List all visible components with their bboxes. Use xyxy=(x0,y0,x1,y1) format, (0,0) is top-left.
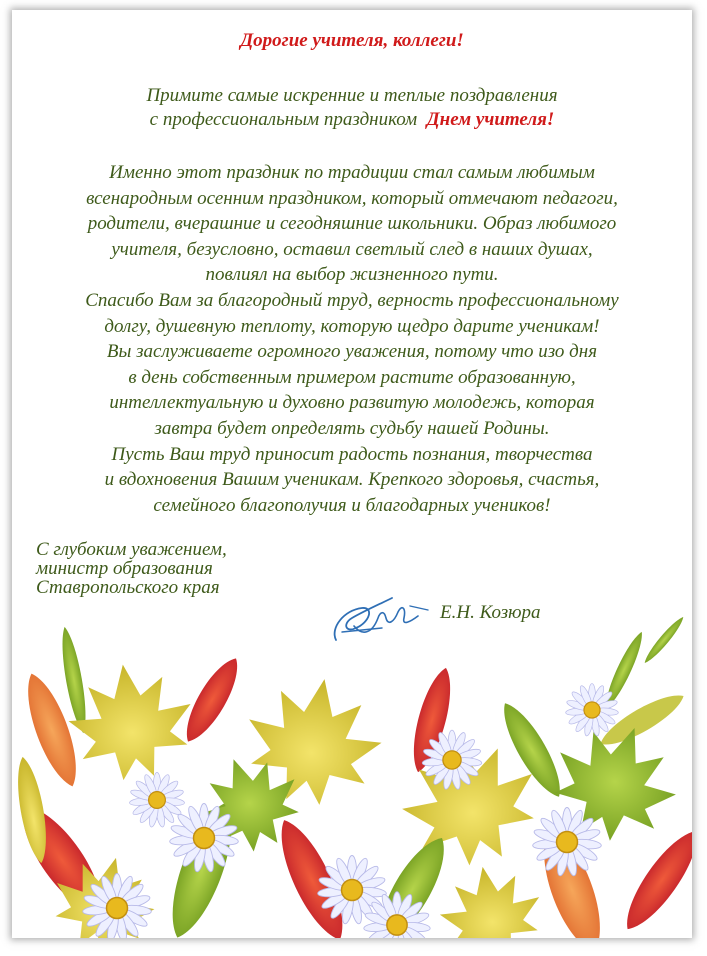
body-line: повлиял на выбор жизненного пути. xyxy=(205,264,499,286)
letter-body xyxy=(12,160,692,518)
body-line: завтра будет определять судьбу нашей Родины. xyxy=(154,417,550,439)
body-line: всенародным осенним праздником, который отмечают педагоги, xyxy=(86,187,618,209)
closing-line: Ставропольского края xyxy=(36,577,220,598)
closing-block xyxy=(36,540,227,597)
body-line: в день собственным примером растите образованную, xyxy=(128,366,576,388)
body-line: учителя, безусловно, оставил светлый след в наших душах, xyxy=(111,238,593,260)
body-line: Спасибо Вам за благородный труд, верность профессиональному xyxy=(85,289,619,311)
intro-line-1: Примите самые искренние и теплые поздравления xyxy=(146,85,558,106)
body-line: Вы заслуживаете огромного уважения, потому что изо дня xyxy=(106,341,598,363)
greeting-card xyxy=(12,10,692,938)
body-line: семейного благополучия и благодарных учеников! xyxy=(153,494,551,516)
body-line: и вдохновения Вашим ученикам. Крепкого здоровья, счастья, xyxy=(104,469,600,491)
autumn-leaves-illustration xyxy=(12,610,692,938)
closing-line: С глубоким уважением, xyxy=(36,539,227,560)
closing-line: министр образования xyxy=(36,558,213,579)
body-line: Пусть Ваш труд приносит радость познания, творчества xyxy=(111,443,593,465)
intro-line-2 xyxy=(12,108,692,132)
body-line: Именно этот праздник по традиции стал самым любимым xyxy=(109,162,595,183)
signatory-name: Е.Н. Козюра xyxy=(440,602,541,623)
body-line: долгу, душевную теплоту, которую щедро дарите ученикам! xyxy=(104,315,600,337)
teachers-day-highlight: Днем учителя! xyxy=(426,109,555,130)
intro-block xyxy=(12,84,692,132)
body-line: интеллектуальную и духовно развитую молодежь, которая xyxy=(109,392,595,414)
intro-line-2-text: с профессиональным праздником xyxy=(149,109,418,130)
greeting-heading: Дорогие учителя, коллеги! xyxy=(240,30,464,51)
body-line: родители, вчерашние и сегодняшние школьники. Образ любимого xyxy=(87,213,617,235)
